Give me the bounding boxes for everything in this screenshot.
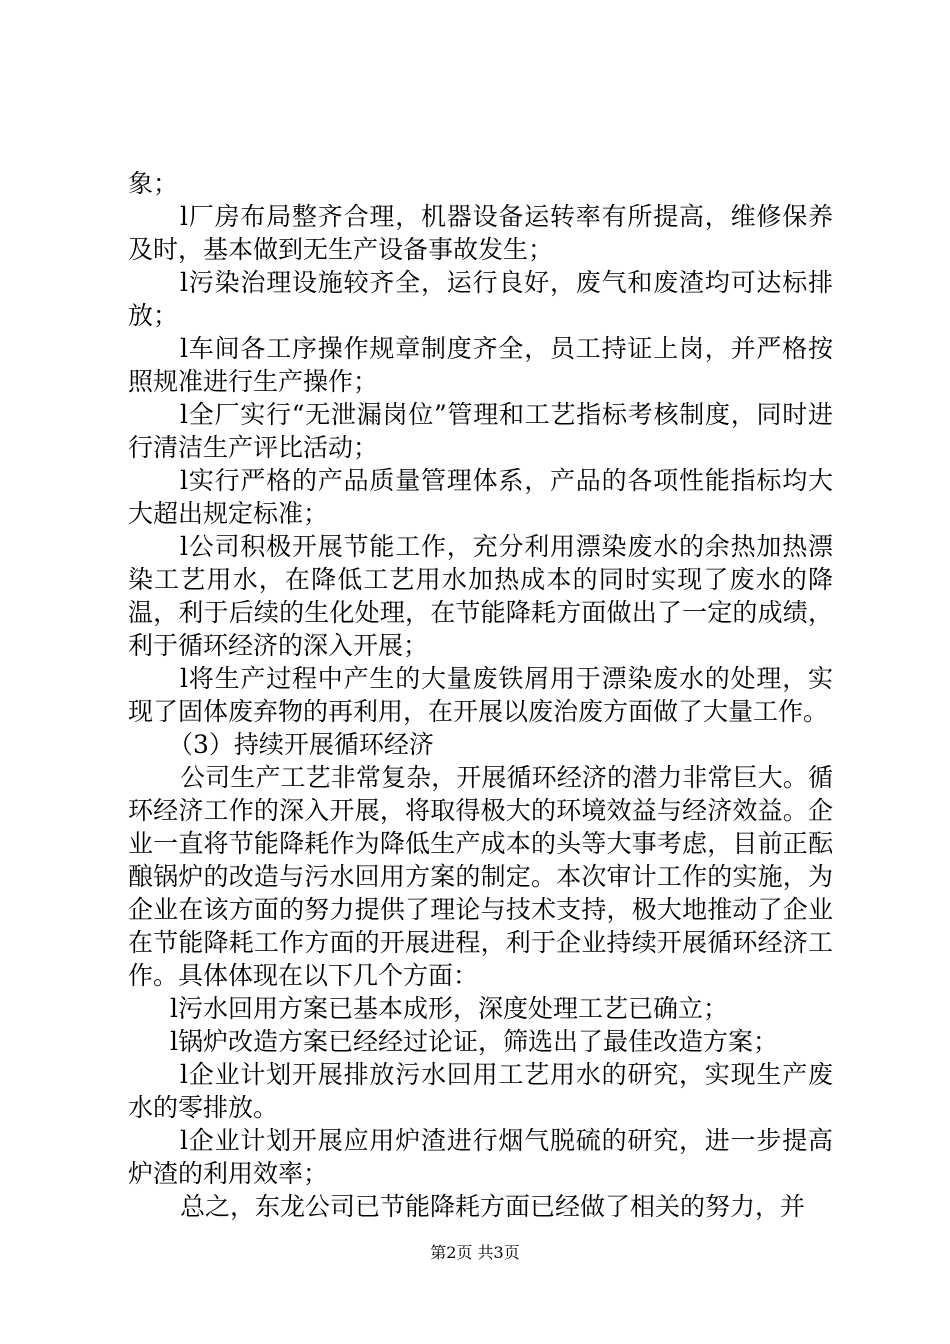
bullet-paragraph: l企业计划开展排放污水回用工艺用水的研究，实现生产废水的零排放。 [128,1060,833,1122]
paragraph: 公司生产工艺非常复杂，开展循环经济的潜力非常巨大。循环经济工作的深入开展，将取得极大的环境效益与经济效益。企业一直将节能降耗作为降低生产成本的头等大事考虑，目前正酝酿锅炉的改造与污水回用方案的制定。本次审计工作的实施，为企业在该方面的努力提供了理论与技术支持，极大地推动了企业在节能降耗工作方面的开展进程，利于企业持续开展循环经济工作。具体体现在以下几个方面： [128,763,833,990]
paragraph: 总之，东龙公司已节能降耗方面已经做了相关的努力，并 [180,1192,806,1221]
page-footer [0,1243,950,1263]
bullet-paragraph: l全厂实行“无泄漏岗位”管理和工艺指标考核制度，同时进行清洁生产评比活动； [128,400,833,462]
bullet-paragraph: l将生产过程中产生的大量废铁屑用于漂染废水的处理，实现了固体废弃物的再利用，在开展以废治废方面做了大量工作。 [128,664,833,726]
bullet-paragraph: l锅炉改造方案已经经过论证，筛选出了最佳改造方案； [170,1027,778,1056]
bullet-paragraph: l企业计划开展应用炉渣进行烟气脱硫的研究，进一步提高炉渣的利用效率； [128,1126,833,1188]
bullet-paragraph: l实行严格的产品质量管理体系，产品的各项性能指标均大大超出规定标准； [128,466,833,528]
document-body [128,167,833,1223]
bullet-paragraph: l污染治理设施较齐全，运行良好，废气和废渣均可达标排放； [128,268,833,330]
bullet-paragraph: l污水回用方案已基本成形，深度处理工艺已确立； [170,994,728,1023]
bullet-paragraph: l公司积极开展节能工作，充分利用漂染废水的余热加热漂染工艺用水，在降低工艺用水加热成本的同时实现了废水的降温，利于后续的生化处理，在节能降耗方面做出了一定的成绩，利于循环经济的深入开展； [128,532,833,660]
bullet-paragraph: l车间各工序操作规章制度齐全，员工持证上岗，并严格按照规准进行生产操作； [128,334,833,396]
section-heading: （3）持续开展循环经济 [168,730,434,759]
bullet-paragraph: l厂房布局整齐合理，机器设备运转率有所提高，维修保养及时，基本做到无生产设备事故发生； [128,202,833,264]
page-number-label: 第2页 共3页 [430,1243,520,1262]
paragraph: 象； [128,169,179,198]
